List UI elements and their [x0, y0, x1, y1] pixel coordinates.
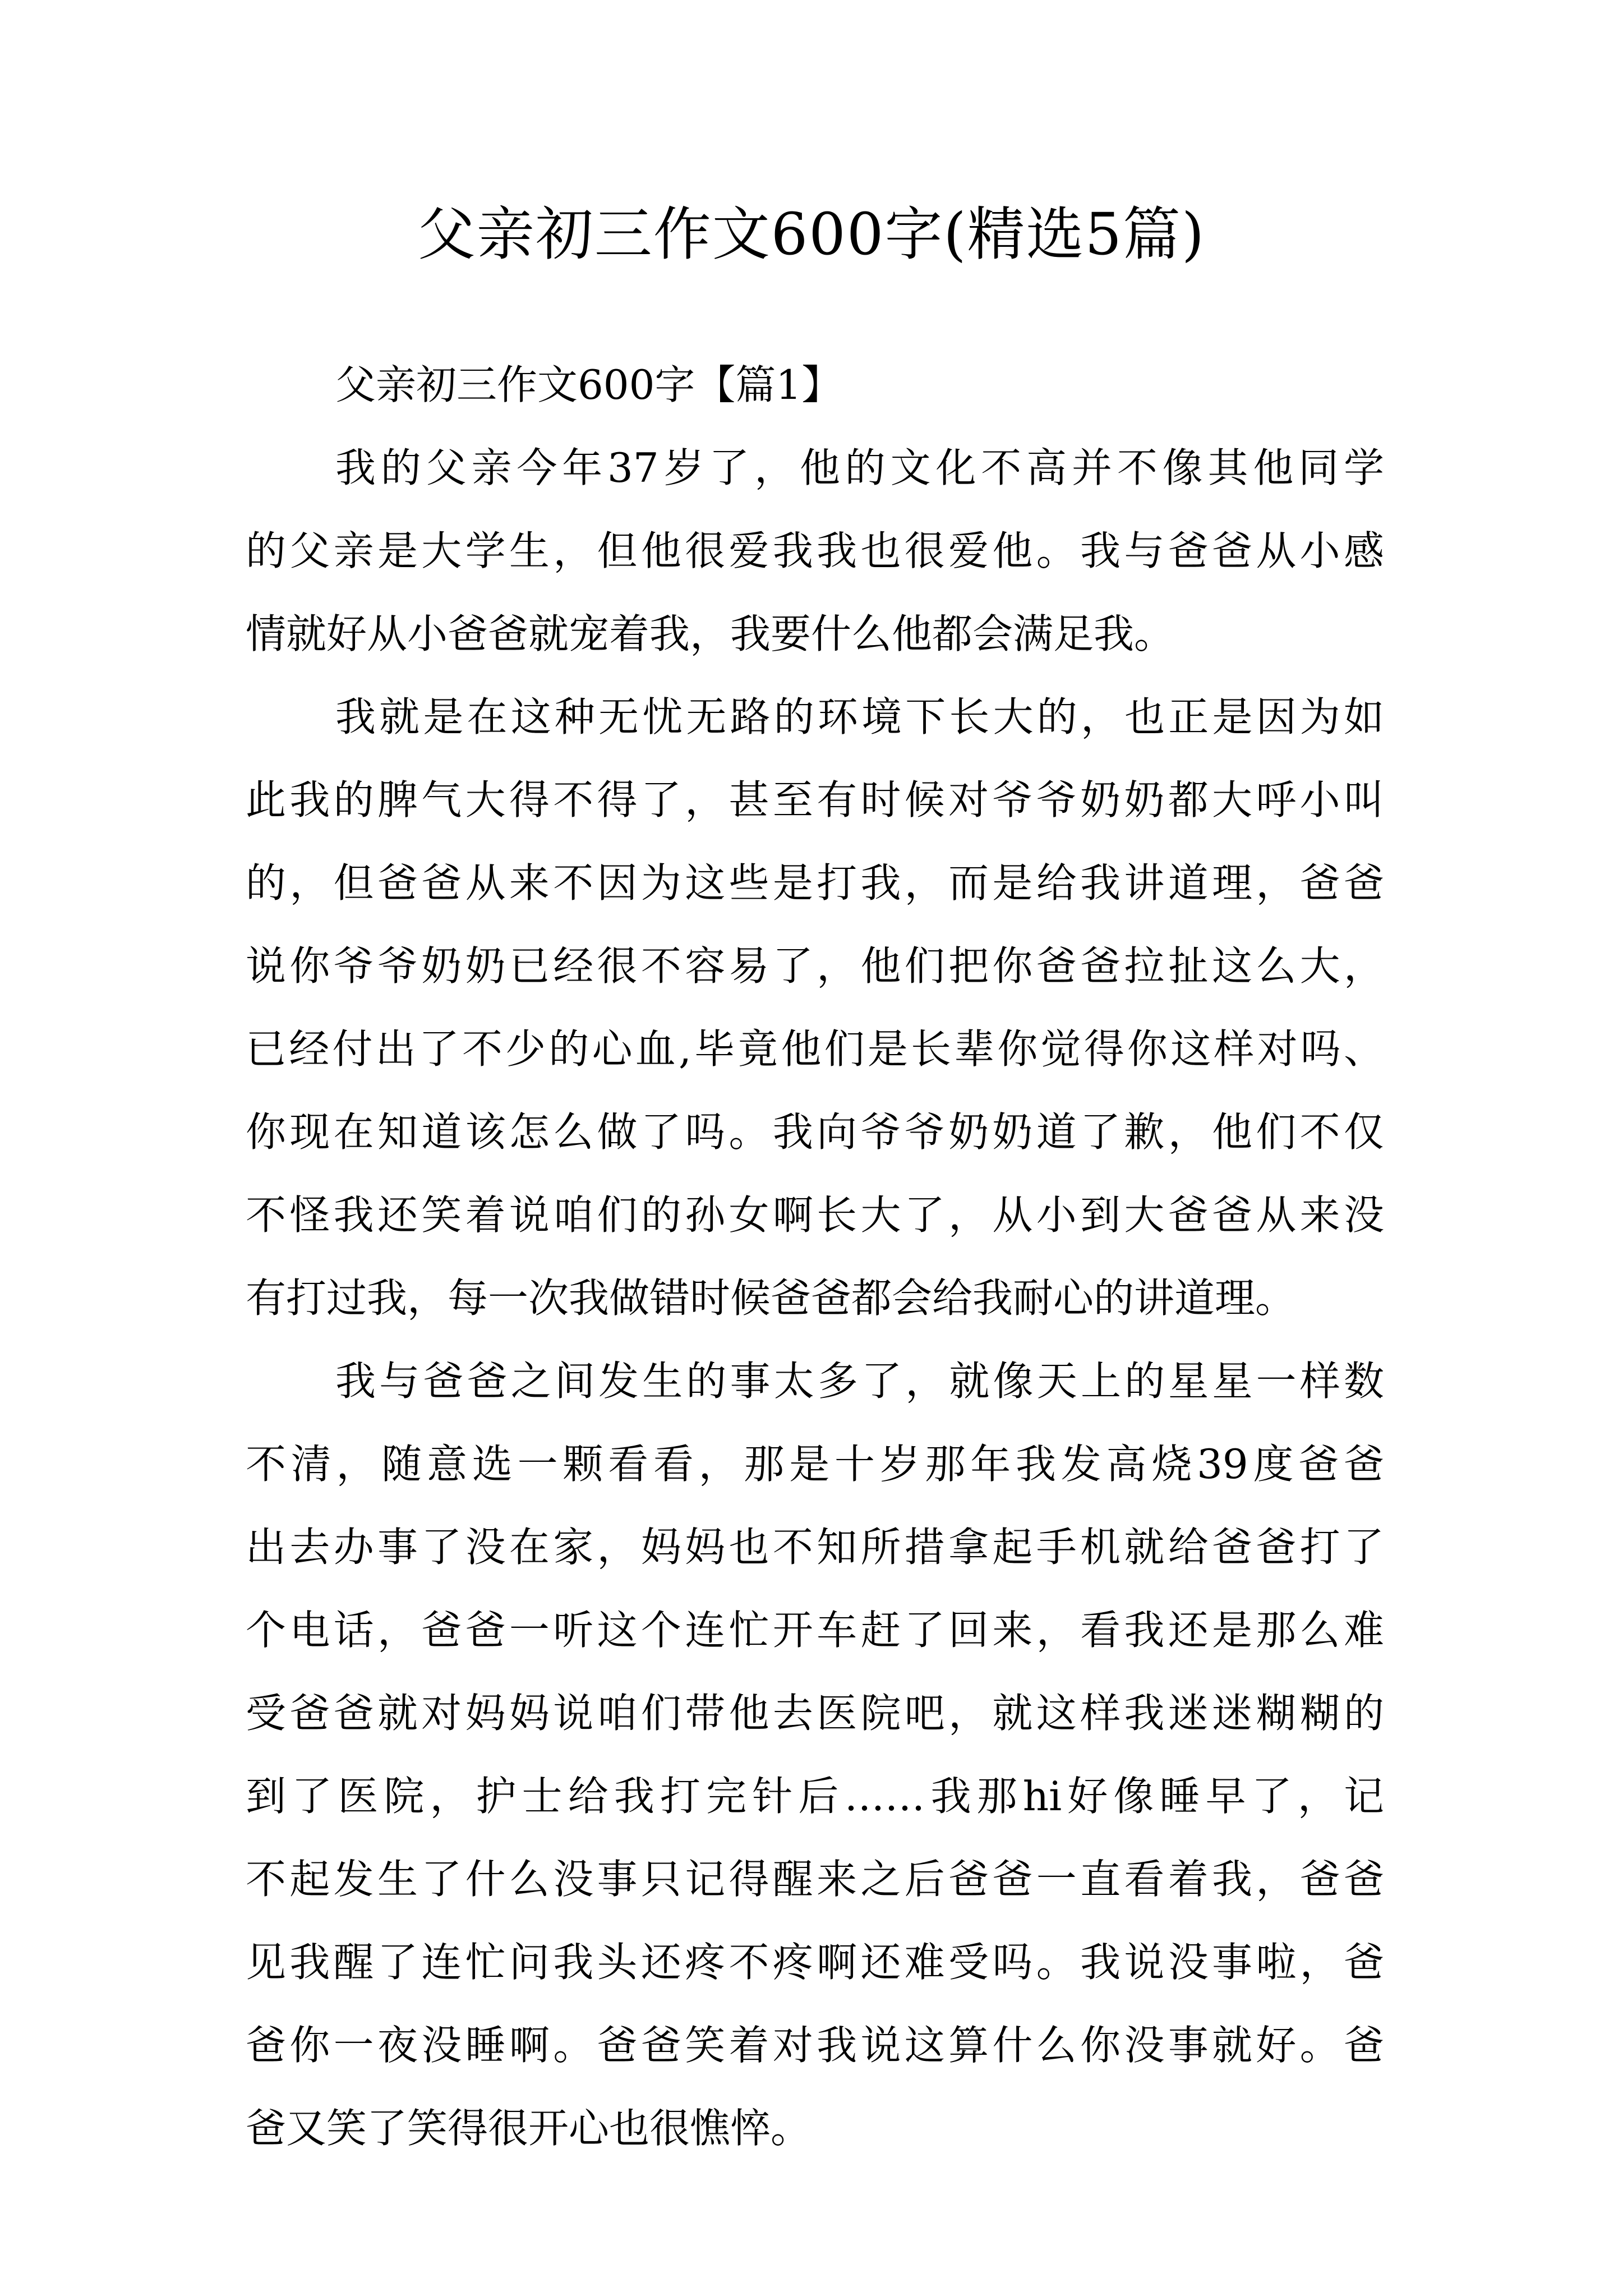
text-line: 到了医院，护士给我打完针后……我那hi好像睡早了，记 [246, 1773, 1384, 1820]
text-line: 说你爷爷奶奶已经很不容易了，他们把你爸爸拉扯这么大， [246, 942, 1384, 990]
text-line: 不起发生了什么没事只记得醒来之后爸爸一直看着我，爸爸 [246, 1856, 1384, 1903]
text-line: 已经付出了不少的心血,毕竟他们是长辈你觉得你这样对吗、 [246, 1025, 1384, 1073]
text-line: 爸你一夜没睡啊。爸爸笑着对我说这算什么你没事就好。爸 [246, 2022, 1384, 2069]
text-line: 我的父亲今年37岁了，他的文化不高并不像其他同学 [335, 444, 1384, 491]
text-line: 我就是在这种无忧无路的环境下长大的，也正是因为如 [335, 693, 1384, 740]
text-line: 爸又笑了笑得很开心也很憔悴。 [246, 2105, 811, 2152]
text-line: 不怪我还笑着说咱们的孙女啊长大了，从小到大爸爸从来没 [246, 1191, 1384, 1239]
text-line: 的，但爸爸从来不因为这些是打我，而是给我讲道理，爸爸 [246, 859, 1384, 907]
paragraph-1 [246, 426, 1384, 675]
text-line: 的父亲是大学生，但他很爱我我也很爱他。我与爸爸从小感 [246, 527, 1384, 574]
text-line: 情就好从小爸爸就宠着我，我要什么他都会满足我。 [246, 610, 1175, 657]
text-line: 你现在知道该怎么做了吗。我向爷爷奶奶道了歉，他们不仅 [246, 1108, 1384, 1156]
text-line: 有打过我，每一次我做错时候爸爸都会给我耐心的讲道理。 [246, 1274, 1296, 1322]
document-body [246, 343, 1384, 2170]
text-line: 见我醒了连忙问我头还疼不疼啊还难受吗。我说没事啦，爸 [246, 1939, 1384, 1986]
text-line: 我与爸爸之间发生的事太多了，就像天上的星星一样数 [335, 1358, 1384, 1405]
section-heading: 父亲初三作文600字【篇1】 [335, 361, 842, 408]
document-title: 父亲初三作文600字(精选5篇) [417, 201, 1206, 268]
text-line: 此我的脾气大得不得了，甚至有时候对爷爷奶奶都大呼小叫 [246, 776, 1384, 823]
text-line: 出去办事了没在家，妈妈也不知所措拿起手机就给爸爸打了 [246, 1524, 1384, 1571]
paragraph-2 [246, 675, 1384, 1340]
text-line: 个电话，爸爸一听这个连忙开车赶了回来，看我还是那么难 [246, 1607, 1384, 1654]
text-line: 不清，随意选一颗看看，那是十岁那年我发高烧39度爸爸 [246, 1441, 1384, 1488]
paragraph-3 [246, 1340, 1384, 2170]
text-line: 受爸爸就对妈妈说咱们带他去医院吧，就这样我迷迷糊糊的 [246, 1690, 1384, 1737]
